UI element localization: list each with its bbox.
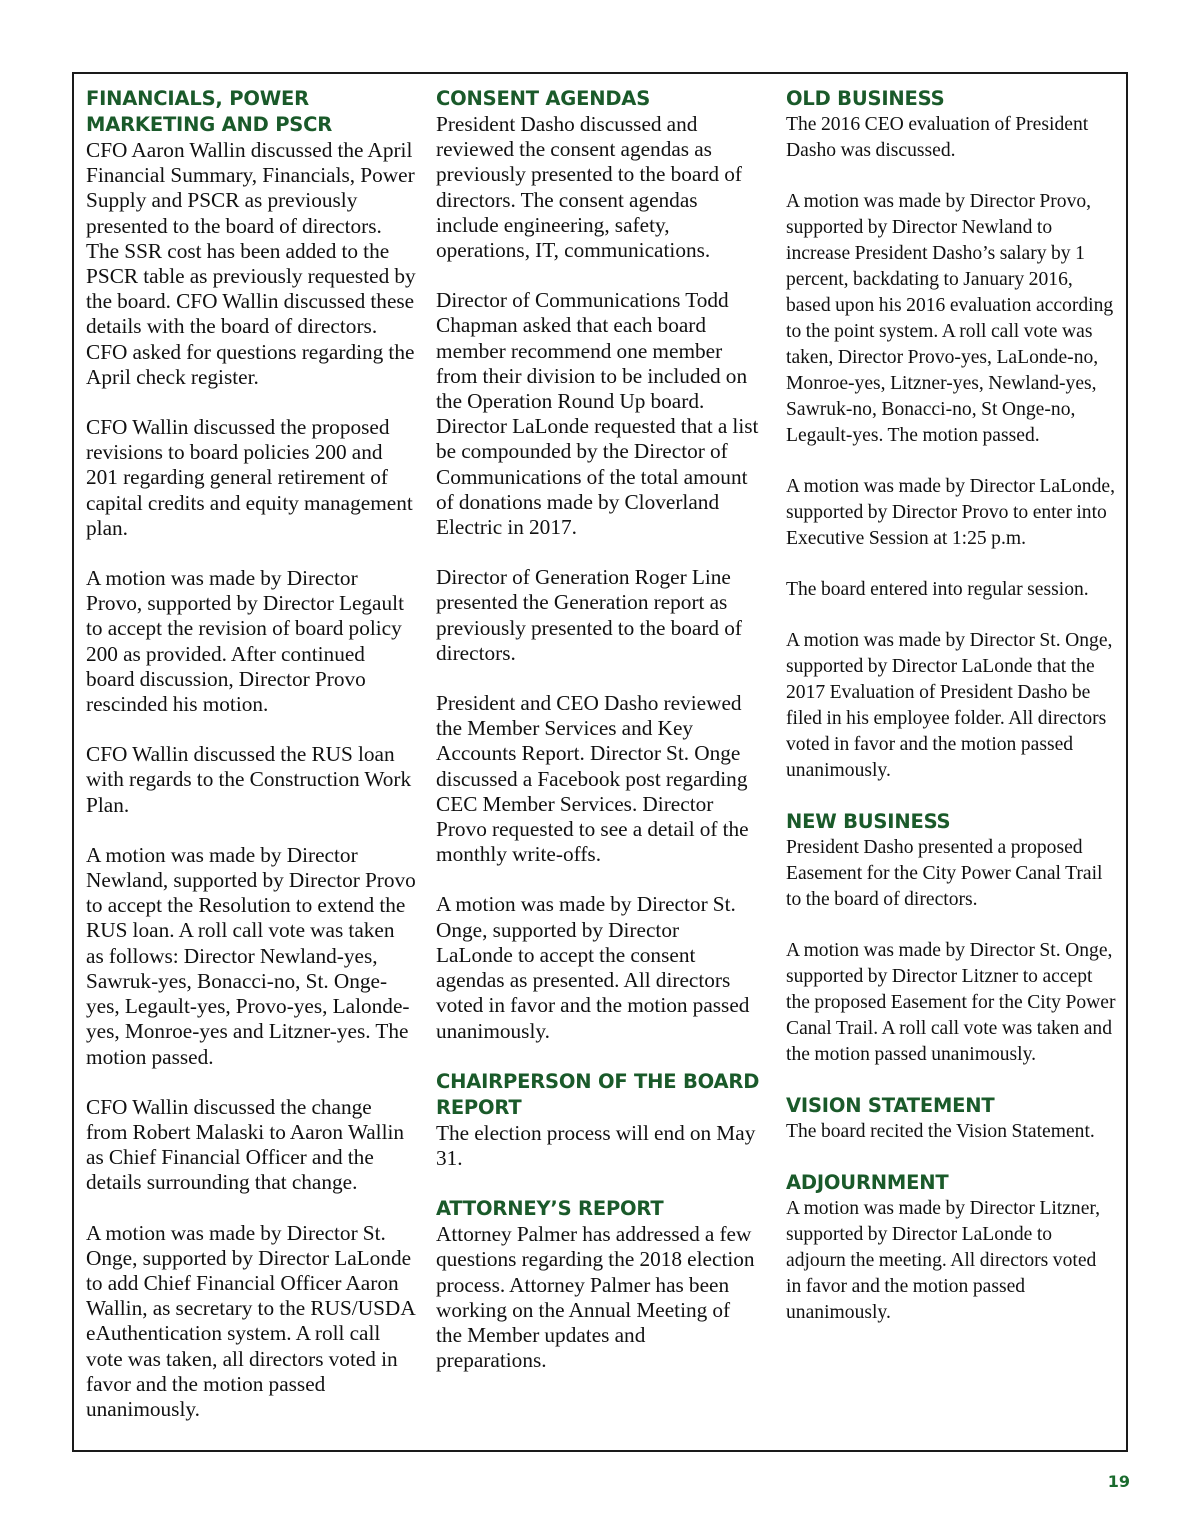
- page-number: 19: [1107, 1472, 1130, 1491]
- paragraph: A motion was made by Director St. Onge, supported by Director LaLonde that the 2017 Evaluation of President Dasho be filed in his employee folder. All directors voted in favor and the motion passed unanimously.: [786, 630, 1113, 781]
- paragraph: The board entered into regular session.: [786, 579, 1089, 600]
- paragraph: CFO Wallin discussed the proposed revisions to board policies 200 and 201 regarding general retirement of capital credits and equity management plan.: [86, 415, 413, 540]
- paragraph: The election process will end on May 31.: [436, 1120, 756, 1170]
- section-heading-old-business: OLD BUSINESS: [786, 87, 945, 110]
- paragraph: Director of Communications Todd Chapman asked that each board member recommend one member from their division to be included on the Operation Round Up board. Director LaLonde requested that a list be compounded by the Director of Communications of the total amount of donations made by Cloverland Electric in 2017.: [436, 288, 759, 540]
- column-3: [786, 86, 1116, 1351]
- paragraph: A motion was made by Director St. Onge, supported by Director LaLonde to add Chief Financial Officer Aaron Wallin, as secretary to the RUS/USDA eAuthentication system. A roll call vote was taken, all directors voted in favor and the motion passed unanimously.: [86, 1220, 415, 1421]
- paragraph: A motion was made by Director Provo, supported by Director Legault to accept the revision of board policy 200 as provided. After continued board discussion, Director Provo rescinded his motion.: [86, 566, 404, 717]
- paragraph: CFO Aaron Wallin discussed the April Financial Summary, Financials, Power Supply and PSCR as previously presented to the board of directors. The SSR cost has been added to the PSCR table as previously requested by the board. CFO Wallin discussed these details with the board of directors. CFO asked for questions regarding the April check register.: [86, 138, 416, 389]
- paragraph: Attorney Palmer has addressed a few questions regarding the 2018 election process. Attorney Palmer has been working on the Annual Meeting of the Member updates and preparations.: [436, 1222, 755, 1373]
- paragraph: The 2016 CEO evaluation of President Dasho was discussed.: [786, 114, 1089, 161]
- paragraph: Director of Generation Roger Line presented the Generation report as previously presented to the board of directors.: [436, 565, 742, 665]
- paragraph: President Dasho discussed and reviewed the consent agendas as previously presented to the board of directors. The consent agendas include engineering, safety, operations, IT, communications.: [436, 112, 742, 263]
- paragraph: CFO Wallin discussed the RUS loan with regards to the Construction Work Plan.: [86, 742, 412, 817]
- section-heading-new-business: NEW BUSINESS: [786, 810, 951, 833]
- paragraph: A motion was made by Director Newland, supported by Director Provo to accept the Resolution to extend the RUS loan. A roll call vote was taken as follows: Director Newland-yes, Sawruk-yes, Bonacci-no, St. Onge-yes, Legault-yes, Provo-yes, Lalonde-yes, Monroe-yes and Litzner-yes. The motion passed.: [86, 842, 416, 1069]
- paragraph: A motion was made by Director Litzner, supported by Director LaLonde to adjourn the meeting. All directors voted in favor and the motion passed unanimously.: [786, 1198, 1101, 1323]
- paragraph: President Dasho presented a proposed Easement for the City Power Canal Trail to the board of directors.: [786, 837, 1103, 910]
- column-1: [86, 86, 416, 1447]
- paragraph: A motion was made by Director St. Onge, supported by Director Litzner to accept the proposed Easement for the City Power Canal Trail. A roll call vote was taken and the motion passed unanimously.: [786, 940, 1116, 1065]
- column-2: [436, 86, 761, 1398]
- paragraph: The board recited the Vision Statement.: [786, 1121, 1095, 1142]
- paragraph: President and CEO Dasho reviewed the Member Services and Key Accounts Report. Director St. Onge discussed a Facebook post regarding CEC Member Services. Director Provo requested to see a detail of the monthly write-offs.: [436, 691, 749, 867]
- paragraph: CFO Wallin discussed the change from Robert Malaski to Aaron Wallin as Chief Financial Officer and the details surrounding that change.: [86, 1094, 405, 1195]
- section-heading-vision-statement: VISION STATEMENT: [786, 1094, 995, 1117]
- paragraph: A motion was made by Director St. Onge, supported by Director LaLonde to accept the consent agendas as presented. All directors voted in favor and the motion passed unanimously.: [436, 892, 750, 1043]
- section-heading-adjournment: ADJOURNMENT: [786, 1171, 949, 1194]
- section-heading-financials: FINANCIALS, POWER MARKETING AND PSCR: [86, 87, 333, 136]
- section-heading-chairperson-report: CHAIRPERSON OF THE BOARD REPORT: [436, 1069, 760, 1119]
- paragraph: A motion was made by Director Provo, supported by Director Newland to increase President Dasho’s salary by 1 percent, backdating to January 2016, based upon his 2016 evaluation according to the point system. A roll call vote was taken, Director Provo-yes, LaLonde-no, Monroe-yes, Litzner-yes, Newland-yes, Sawruk-no, Bonacci-no, St Onge-no, Legault-yes. The motion passed.: [786, 191, 1114, 446]
- paragraph: A motion was made by Director LaLonde, supported by Director Provo to enter into Executive Session at 1:25 p.m.: [786, 476, 1115, 549]
- section-heading-attorney-report: ATTORNEY’S REPORT: [436, 1197, 664, 1221]
- section-heading-consent-agendas: CONSENT AGENDAS: [436, 87, 651, 110]
